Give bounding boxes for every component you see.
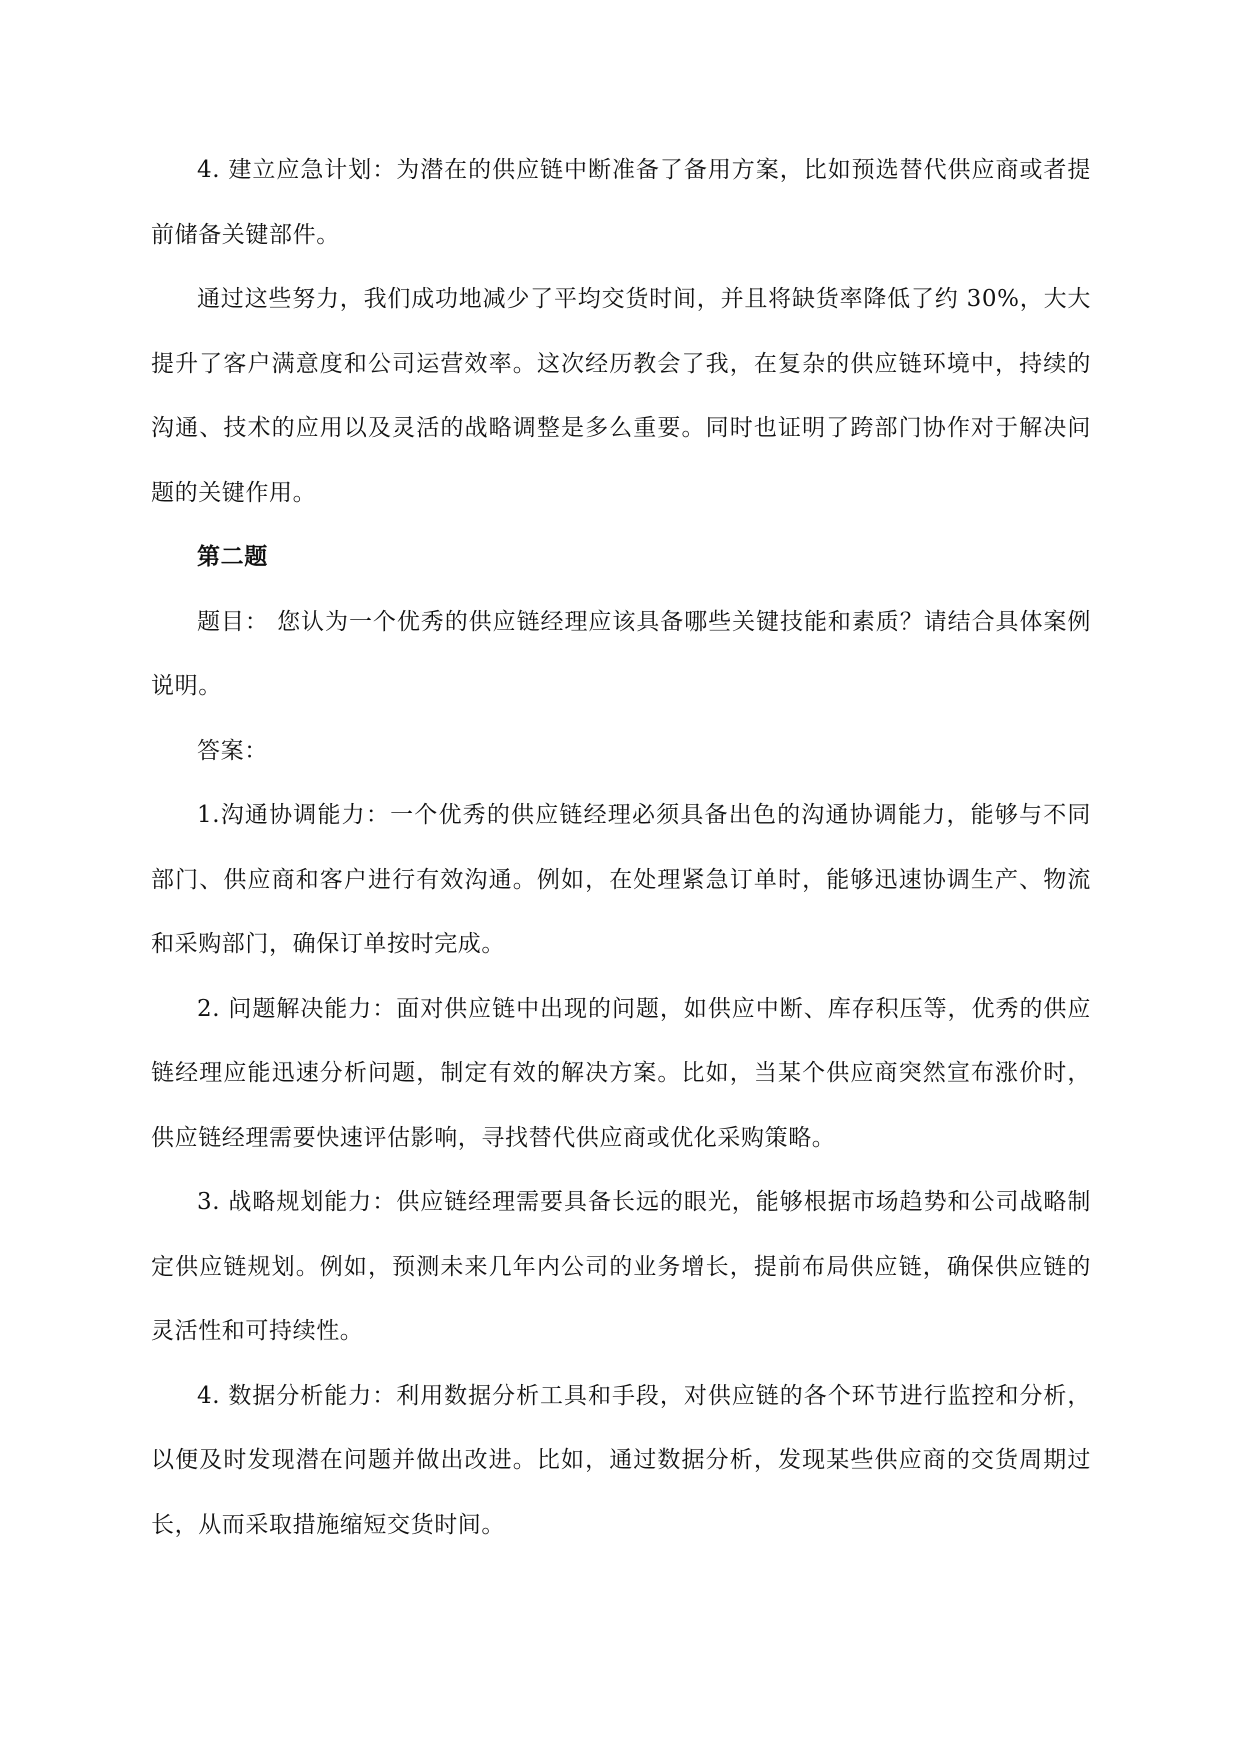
answer-point-data-analysis: 4. 数据分析能力：利用数据分析工具和手段，对供应链的各个环节进行监控和分析，以便及时发现潜在问题并做出改进。比如，通过数据分析，发现某些供应商的交货周期过长，从而采取措施缩短交货时间。 xyxy=(151,1382,1091,1538)
section-heading: 第二题 xyxy=(197,543,268,570)
paragraph-contingency-plan: 4. 建立应急计划：为潜在的供应链中断准备了备用方案，比如预选替代供应商或者提前储备关键部件。 xyxy=(151,157,1091,248)
answer-label: 答案： xyxy=(197,737,268,764)
answer-point-communication: 1.沟通协调能力：一个优秀的供应链经理必须具备出色的沟通协调能力，能够与不同部门、供应商和客户进行有效沟通。例如，在处理紧急订单时，能够迅速协调生产、物流和采购部门，确保订单按时完成。 xyxy=(151,802,1091,957)
answer-point-problem-solving: 2. 问题解决能力：面对供应链中出现的问题，如供应中断、库存积压等，优秀的供应链经理应能迅速分析问题，制定有效的解决方案。比如，当某个供应商突然宣布涨价时，供应链经理需要快速评估影响，寻找替代供应商或优化采购策略。 xyxy=(151,995,1091,1151)
paragraph-results-summary: 通过这些努力，我们成功地减少了平均交货时间，并且将缺货率降低了约 30%，大大提升了客户满意度和公司运营效率。这次经历教会了我，在复杂的供应链环境中，持续的沟通、技术的应用以及灵活的战略调整是多么重要。同时也证明了跨部门协作对于解决问题的关键作用。 xyxy=(151,286,1091,506)
question-text: 题目： 您认为一个优秀的供应链经理应该具备哪些关键技能和素质？请结合具体案例说明。 xyxy=(151,608,1091,699)
answer-point-strategic-planning: 3. 战略规划能力：供应链经理需要具备长远的眼光，能够根据市场趋势和公司战略制定供应链规划。例如，预测未来几年内公司的业务增长，提前布局供应链，确保供应链的灵活性和可持续性。 xyxy=(151,1189,1091,1344)
document-body xyxy=(151,138,1091,1557)
